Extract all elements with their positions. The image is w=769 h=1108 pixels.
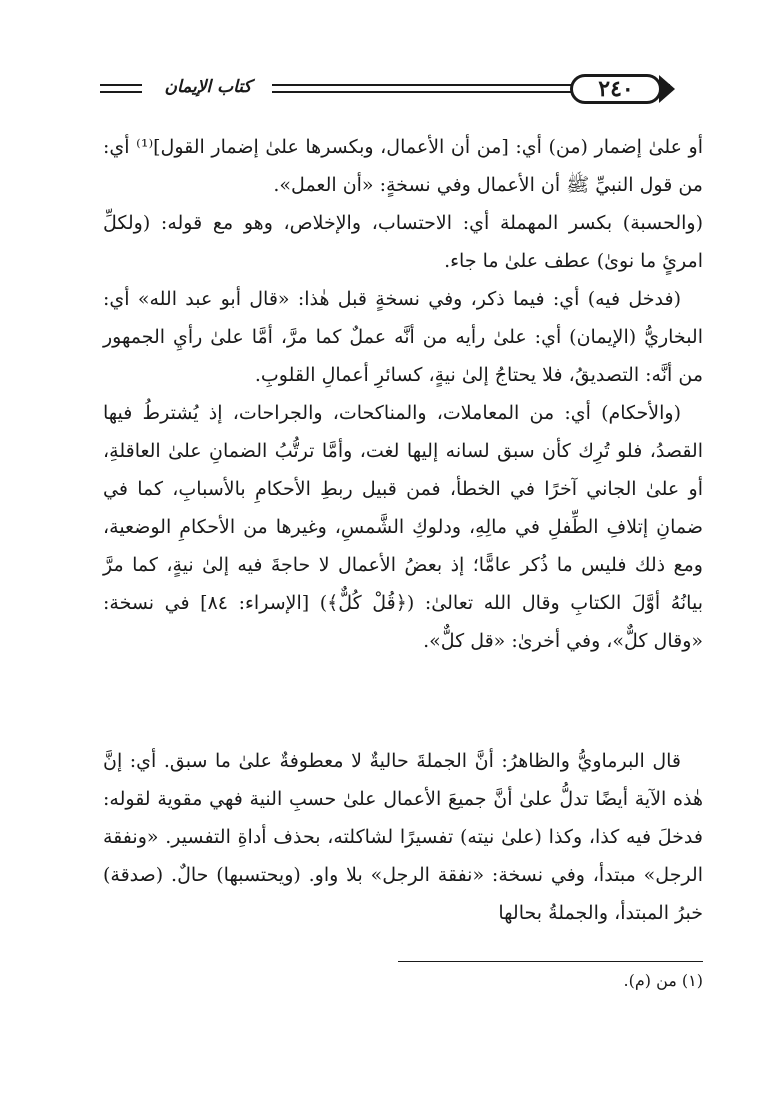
paragraph: (والحسبة) بكسر المهملة أي: الاحتساب، والإخلاص، وهو مع قوله: (ولكلِّ امرئٍ ما نوىٰ) عطف علىٰ ما جاء. [103,212,703,272]
page-number-badge [570,74,662,104]
main-text-continued [103,742,703,932]
badge-arrow-ornament [659,75,675,103]
running-header [100,72,675,112]
paragraph: أو علىٰ إضمار (من) أي: [من أن الأعمال، وبكسرها علىٰ إضمار القول]⁽¹⁾ أي: من قول النبيِّ ﷺ أن الأعمال وفي نسخةٍ: «أن العمل». [103,136,703,196]
footnote-separator [398,961,703,962]
page-number: ٢٤٠ [598,76,634,102]
header-rule [100,84,142,86]
header-title: كتاب الإيمان [164,77,252,97]
paragraph: (فدخل فيه) أي: فيما ذكر، وفي نسخةٍ قبل هٰذا: «قال أبو عبد الله» أي: البخاريُّ (الإيمان) أي: علىٰ رأيه من أنَّه عملٌ كما مرَّ، أمَّا علىٰ رأيِ الجمهور من أنَّه: التصديقُ، فلا يحتاجُ إلىٰ نيةٍ، كسائرِ أعمالِ القلوبِ. [103,288,703,386]
main-text [103,128,703,660]
header-rule [100,91,142,93]
paragraph: (والأحكام) أي: من المعاملات، والمناكحات، والجراحات، إذ يُشترطُ فيها القصدُ، فلو تُرِك كأن سبق لسانه إليها لغت، وأمَّا ترتُّبُ الضمانِ علىٰ العاقلةِ، أو علىٰ الجاني آخرًا في الخطأ، فمن قبيل ربطِ الأحكامِ بالأسبابِ، كما في ضمانِ إتلافِ الطِّفلِ في مالِهِ، ودلوكِ الشَّمسِ، وغيرها من الأحكامِ الوضعية، ومع ذلك فليس ما ذُكر عامًّا؛ إذ بعضُ الأعمال لا حاجةَ فيه إلىٰ نيةٍ، كما مرَّ بيانُهُ أوَّلَ الكتابِ وقال الله تعالىٰ: (﴿قُلْ كُلٌّ﴾) [الإسراء: ٨٤] في نسخة: «وقال كلٌّ»، وفي أخرىٰ: «قل كلٌّ». [103,402,703,652]
footnote: (١) من (م). [623,971,703,990]
paragraph: قال البرماويُّ والظاهرُ: أنَّ الجملةَ حاليةٌ لا معطوفةٌ علىٰ ما سبق. أي: إنَّ هٰذه الآية أيضًا تدلُّ علىٰ أنَّ جميعَ الأعمال علىٰ حسبِ النية فهي مقوية لقوله: فدخلَ فيه كذا، وكذا (علىٰ نيته) تفسيرًا لشاكلته، بحذف أداةِ التفسير. «ونفقة الرجل» مبتدأ، وفي نسخة: «نفقة الرجل» بلا واو. (ويحتسبها) حالٌ. (صدقة) خبرُ المبتدأ، والجملةُ بحالها [103,750,703,924]
